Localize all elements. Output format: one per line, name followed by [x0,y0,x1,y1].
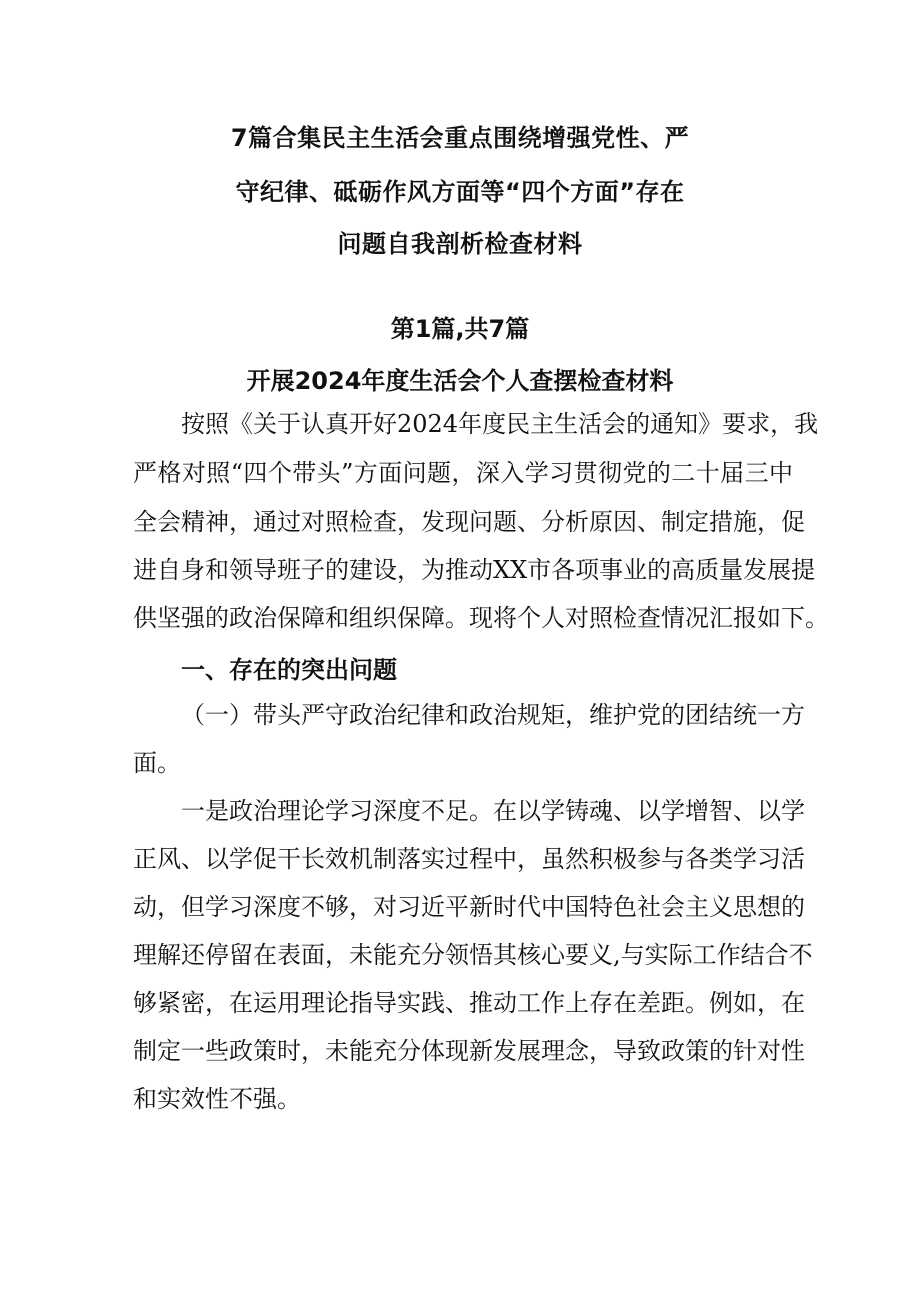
sub-heading-line-2: 面。 [133,749,181,777]
intro-line-4: 进自身和领导班子的建设，为推动XX市各项事业的高质量发展提 [133,556,816,584]
point-line-7: 和实效性不强。 [133,1085,301,1113]
title-line-2: 守纪律、砥砺作风方面等“四个方面”存在 [235,178,685,206]
intro-line-3: 全会精神，通过对照检查，发现问题、分析原因、制定措施，促 [133,508,805,536]
point-line-5: 够紧密，在运用理论指导实践、推动工作上存在差距。例如，在 [133,989,805,1017]
intro-line-5: 供坚强的政治保障和组织保障。现将个人对照检查情况汇报如下。 [133,604,829,632]
subtitle: 开展2024年度生活会个人查摆检查材料 [246,367,674,395]
point-line-2: 正风、以学促干长效机制落实过程中，虽然积极参与各类学习活 [133,845,805,873]
title-line-1: 7篇合集民主生活会重点围绕增强党性、严 [230,124,690,152]
section-heading: 一、存在的突出问题 [181,656,397,684]
point-line-3: 动，但学习深度不够，对习近平新时代中国特色社会主义思想的 [133,893,805,921]
part-label: 第1篇,共7篇 [390,315,530,343]
point-line-6: 制定一些政策时，未能充分体现新发展理念，导致政策的针对性 [133,1037,805,1065]
sub-heading-line-1: （一）带头严守政治纪律和政治规矩，维护党的团结统一方 [181,701,805,729]
intro-line-2: 严格对照“四个带头”方面问题，深入学习贯彻党的二十届三中 [133,459,793,487]
point-line-1: 一是政治理论学习深度不足。在以学铸魂、以学增智、以学 [181,797,805,825]
title-line-3: 问题自我剖析检查材料 [337,230,583,258]
point-line-4: 理解还停留在表面，未能充分领悟其核心要义,与实际工作结合不 [133,941,813,969]
intro-line-1: 按照《关于认真开好2024年度民主生活会的通知》要求，我 [181,410,819,438]
